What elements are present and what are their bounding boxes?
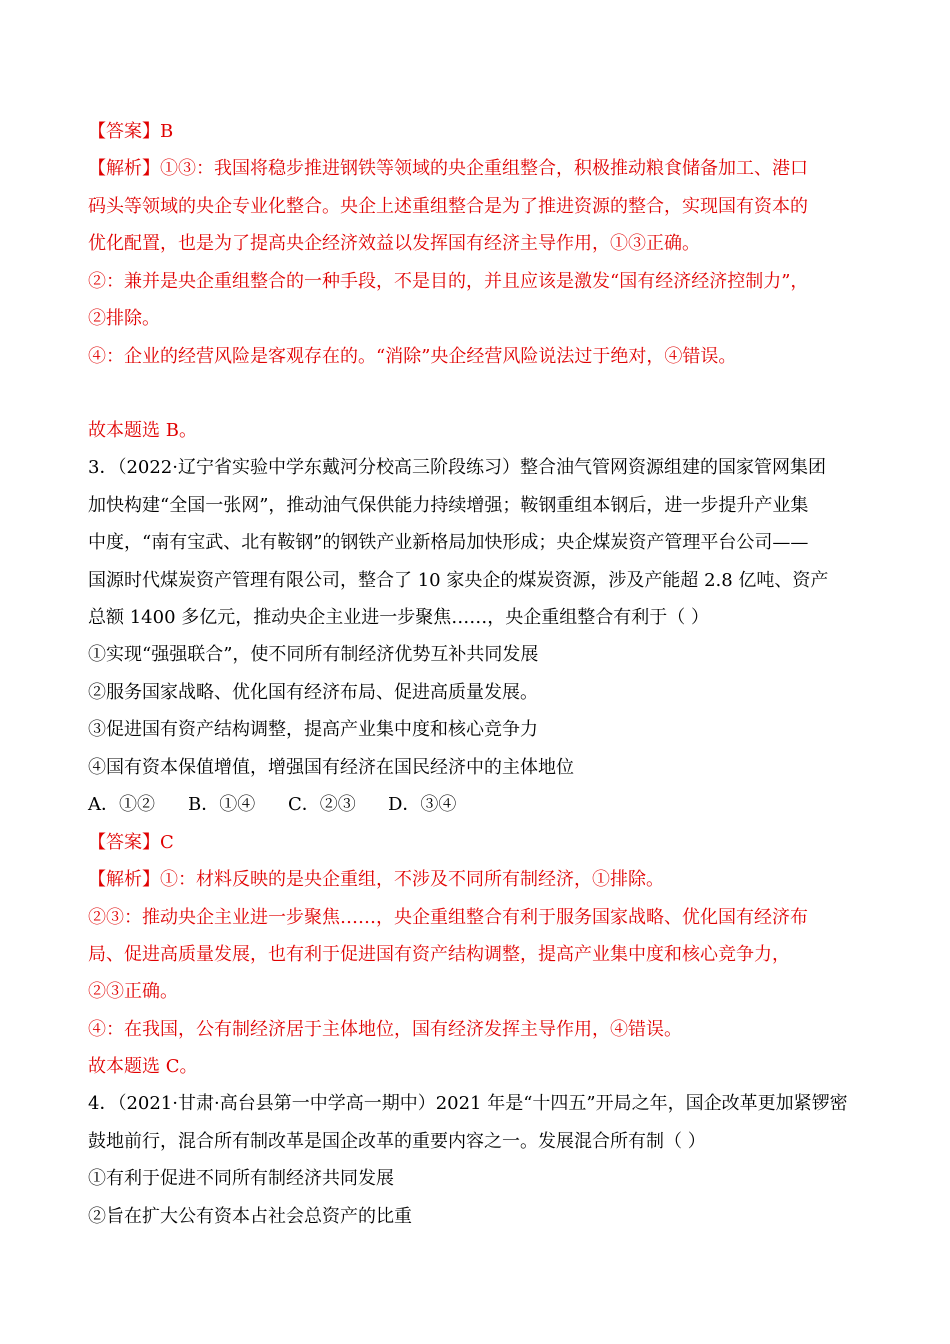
q3-conclusion: 故本题选 C。: [88, 1056, 198, 1077]
q2-analysis-line: 优化配置，也是为了提高央企经济效益以发挥国有经济主导作用，①③正确。: [88, 233, 700, 254]
q3-item: ②服务国家战略、优化国有经济布局、促进高质量发展。: [88, 682, 538, 703]
q2-analysis-line: ④：企业的经营风险是客观存在的。“消除”央企经营风险说法过于绝对，④错误。: [88, 346, 737, 367]
q3-option-a: A．①②: [88, 794, 155, 815]
q3-option-c: C．②③: [288, 794, 356, 815]
q3-option-b: B．①④: [188, 794, 256, 815]
q2-conclusion: 故本题选 B。: [88, 420, 197, 441]
q4-stem-line: 鼓地前行，混合所有制改革是国企改革的重要内容之一。发展混合所有制（ ）: [88, 1131, 706, 1152]
q3-item: ④国有资本保值增值，增强国有经济在国民经济中的主体地位: [88, 757, 574, 778]
q3-analysis-line: ②③正确。: [88, 981, 178, 1002]
q3-analysis-line: 局、促进高质量发展，也有利于促进国有资产结构调整，提高产业集中度和核心竞争力，: [88, 944, 790, 965]
q3-stem-line: 3．（2022·辽宁省实验中学东戴河分校高三阶段练习）整合油气管网资源组建的国家管网集团: [88, 457, 826, 478]
q4-item: ②旨在扩大公有资本占社会总资产的比重: [88, 1206, 412, 1227]
q3-analysis-line: 【解析】①：材料反映的是央企重组，不涉及不同所有制经济，①排除。: [88, 869, 664, 890]
q3-analysis-line: ②③：推动央企主业进一步聚焦……，央企重组整合有利于服务国家战略、优化国有经济布: [88, 907, 808, 928]
q2-analysis-line: 【解析】①③：我国将稳步推进钢铁等领域的央企重组整合，积极推动粮食储备加工、港口: [88, 158, 808, 179]
q2-answer: 【答案】B: [88, 121, 174, 142]
q2-analysis-line: ②：兼并是央企重组整合的一种手段，不是目的，并且应该是激发“国有经济经济控制力”，: [88, 271, 809, 292]
q4-stem-line: 4．（2021·甘肃·高台县第一中学高一期中）2021 年是“十四五”开局之年，国企改革更加紧锣密: [88, 1093, 848, 1114]
q3-stem-line: 国源时代煤炭资产管理有限公司，整合了 10 家央企的煤炭资源，涉及产能超 2.8 亿吨、资产: [88, 570, 829, 591]
q2-analysis-line: 码头等领域的央企专业化整合。央企上述重组整合是为了推进资源的整合，实现国有资本的: [88, 196, 808, 217]
q3-option-d: D．③④: [388, 794, 457, 815]
q3-item: ①实现“强强联合”，使不同所有制经济优势互补共同发展: [88, 644, 539, 665]
q3-answer: 【答案】C: [88, 832, 174, 853]
q4-item: ①有利于促进不同所有制经济共同发展: [88, 1168, 394, 1189]
q3-stem-line: 总额 1400 多亿元，推动央企主业进一步聚焦……，央企重组整合有利于（ ）: [88, 607, 709, 628]
q3-stem-line: 加快构建“全国一张网”，推动油气保供能力持续增强；鞍钢重组本钢后，进一步提升产业集: [88, 495, 809, 516]
q3-analysis-line: ④：在我国，公有制经济居于主体地位，国有经济发挥主导作用，④错误。: [88, 1019, 682, 1040]
q2-analysis-line: ②排除。: [88, 308, 160, 329]
q3-stem-line: 中度，“南有宝武、北有鞍钢”的钢铁产业新格局加快形成；央企煤炭资产管理平台公司——: [88, 532, 809, 553]
q3-options: [88, 793, 868, 817]
q3-item: ③促进国有资产结构调整，提高产业集中度和核心竞争力: [88, 719, 538, 740]
